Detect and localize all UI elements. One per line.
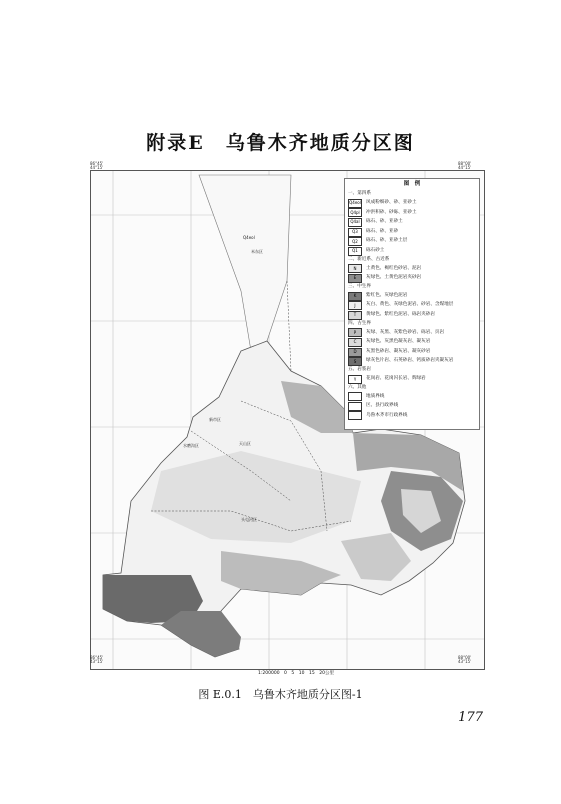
legend-swatch: γ	[348, 375, 362, 384]
map-label-shuimo: 水磨沟区	[183, 443, 199, 448]
legend-rows	[345, 191, 479, 421]
map-label-hubei: 米东区	[251, 249, 263, 254]
legend-swatch: P	[348, 328, 362, 337]
legend-item-label: 砾石、砂、亚砂土层	[366, 238, 408, 244]
map-label-tianshan: 天山区	[239, 441, 251, 446]
legend-swatch: Q3	[348, 228, 362, 237]
legend-swatch	[348, 392, 362, 401]
corner-label-top-left: 86°45' 44°15'	[90, 161, 104, 171]
legend-item-label: 地质界线	[366, 393, 385, 399]
legend-item	[345, 227, 479, 237]
legend-item-label: 灰绿色、土黄色泥岩夹砂岩	[366, 275, 422, 281]
legend-item-label: 砾石、砂、亚砂土	[366, 219, 403, 225]
legend-item-label: 砾石、砂、亚砂	[366, 228, 399, 234]
legend-item-label: 冲洪积砂、砂砾、亚砂土	[366, 209, 417, 215]
legend-item-label: 乌鲁木齐市行政界线	[366, 412, 408, 418]
legend-item	[345, 357, 479, 367]
legend-item	[345, 218, 479, 228]
legend-group-heading: 五、岩浆岩	[348, 367, 371, 373]
legend-swatch: D	[348, 348, 362, 357]
legend-item-label: 灰绿色、灰黑色凝灰岩、凝灰岩	[366, 339, 431, 345]
legend-swatch: Q4al	[348, 218, 362, 227]
page-number: 177	[458, 710, 483, 725]
legend-item-label: 绿灰色片岩、石英砂岩、钙质砂岩夹凝灰岩	[366, 358, 454, 364]
legend-item	[345, 208, 479, 218]
legend-item-label: 灰黑色砂岩、凝灰岩、凝灰砂岩	[366, 348, 431, 354]
legend-swatch: Q2	[348, 237, 362, 246]
legend-item	[345, 301, 479, 311]
page-title: 附录E 乌鲁木齐地质分区图	[146, 132, 415, 154]
legend-swatch: T	[348, 311, 362, 320]
legend-item	[345, 402, 479, 412]
legend-item-label: 土黄色、褐红色砂岩、泥岩	[366, 265, 422, 271]
legend-item	[345, 374, 479, 384]
map-label-toutun: 头屯河区	[241, 517, 257, 522]
legend-group-heading: 二、新近系、古近系	[348, 256, 390, 262]
legend-item	[345, 310, 479, 320]
legend-item	[345, 274, 479, 284]
legend-item-label: 风成粉细砂、砂、亚砂土	[366, 200, 417, 205]
map-label-xinshi: 新市区	[209, 417, 221, 422]
legend-item-label: 区、县行政界线	[366, 403, 399, 409]
legend-group-heading: 三、中生界	[348, 283, 371, 289]
legend-item	[345, 291, 479, 301]
legend-item	[345, 328, 479, 338]
legend-item-label: 灰白、黄色、灰绿色泥岩、砂岩、含煤地层	[366, 302, 454, 308]
legend-swatch: K	[348, 292, 362, 301]
legend-item	[345, 411, 479, 421]
legend-swatch: E	[348, 274, 362, 283]
corner-label-top-right: 88°00' 44°15'	[458, 161, 472, 171]
legend-item-label: 黄绿色、紫红色泥岩、砾岩夹砂岩	[366, 311, 435, 317]
legend-item	[345, 347, 479, 357]
legend-swatch: Q1	[348, 247, 362, 256]
scale-bar: 1:200000 0 5 10 15 20公里	[258, 671, 334, 676]
legend-item	[345, 338, 479, 348]
legend-item	[345, 199, 479, 209]
legend-swatch: Q4pl	[348, 208, 362, 217]
legend-swatch: S	[348, 357, 362, 366]
legend-item-label: 砾石砂土	[366, 247, 385, 253]
legend-swatch: J	[348, 301, 362, 310]
north-wedge-region	[199, 175, 291, 351]
corner-label-bottom-left: 86°45' 43°15'	[90, 655, 104, 665]
legend-swatch: N	[348, 264, 362, 273]
legend-group-heading: 六、其他	[348, 384, 367, 390]
legend-swatch	[348, 402, 362, 411]
legend-item	[345, 392, 479, 402]
legend-item	[345, 237, 479, 247]
map-label-qingeol: Q4eol	[243, 235, 255, 240]
legend-item-label: 花岗岩、花岗闪长岩、辉绿岩	[366, 375, 426, 381]
legend-item-label: 灰绿、灰黑、灰紫色砂岩、砾岩、页岩	[366, 329, 445, 335]
legend-swatch	[348, 411, 362, 420]
legend-group-heading: 四、古生界	[348, 320, 371, 326]
legend-swatch: Q4eol	[348, 199, 362, 208]
legend-swatch: C	[348, 338, 362, 347]
legend-item	[345, 264, 479, 274]
figure-caption: 图 E.0.1 乌鲁木齐地质分区图-1	[198, 688, 363, 701]
legend-item-label: 紫红色、灰绿色泥岩	[366, 292, 408, 298]
legend-group-heading: 一、第四系	[348, 191, 371, 197]
corner-label-bottom-right: 88°00' 43°15'	[458, 655, 472, 665]
map-legend	[344, 178, 480, 430]
legend-item	[345, 246, 479, 256]
legend-title: 图 例	[403, 181, 421, 187]
